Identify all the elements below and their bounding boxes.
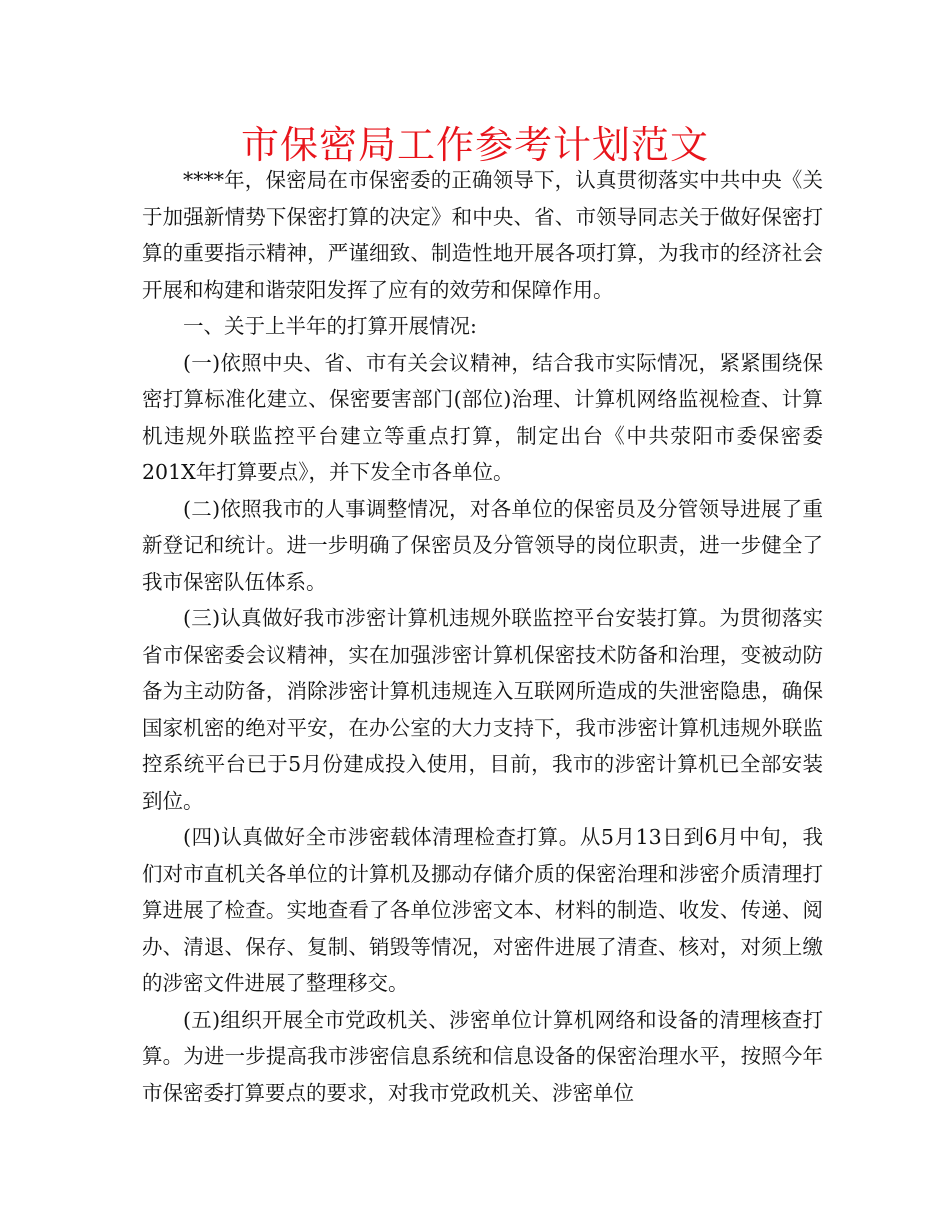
paragraph-intro: ****年，保密局在市保密委的正确领导下，认真贯彻落实中共中央《关于加强新情势下保密打算的决定》和中央、省、市领导同志关于做好保密打算的重要指示精神，严谨细致、制造性地开展各项打算，为我市的经济社会开展和构建和谐荥阳发挥了应有的效劳和保障作用。 — [142, 168, 823, 302]
paragraph-section-heading: 一、关于上半年的打算开展情况: — [183, 314, 477, 338]
paragraph-item-3: (三)认真做好我市涉密计算机违规外联监控平台安装打算。为贯彻落实省市保密委会议精神，实在加强涉密计算机保密技术防备和治理，变被动防备为主动防备，消除涉密计算机违规连入互联网所造成的失泄密隐患，确保国家机密的绝对平安，在办公室的大力支持下，我市涉密计算机违规外联监控系统平台已于5月份建成投入使用，目前，我市的涉密计算机已全部安装到位。 — [142, 606, 823, 813]
paragraph-item-2: (二)依照我市的人事调整情况，对各单位的保密员及分管领导进展了重新登记和统计。进一步明确了保密员及分管领导的岗位职责，进一步健全了我市保密队伍体系。 — [142, 496, 823, 594]
paragraph-item-5: (五)组织开展全市党政机关、涉密单位计算机网络和设备的清理核查打算。为进一步提高我市涉密信息系统和信息设备的保密治理水平，按照今年市保密委打算要点的要求，对我市党政机关、涉密单位 — [142, 1007, 823, 1105]
paragraph-item-4: (四)认真做好全市涉密载体清理检查打算。从5月13日到6月中旬，我们对市直机关各单位的计算机及挪动存储介质的保密治理和涉密介质清理打算进展了检查。实地查看了各单位涉密文本、材料的制造、收发、传递、阅办、清退、保存、复制、销毁等情况，对密件进展了清查、核对，对须上缴的涉密文件进展了整理移交。 — [142, 825, 823, 995]
document-body — [142, 162, 823, 1111]
paragraph-item-1: (一)依照中央、省、市有关会议精神，结合我市实际情况，紧紧围绕保密打算标准化建立、保密要害部门(部位)治理、计算机网络监视检查、计算机违规外联监控平台建立等重点打算，制定出台《中共荥阳市委保密委201X年打算要点》，并下发全市各单位。 — [142, 350, 823, 484]
document-title: 市保密局工作参考计划范文 — [240, 123, 709, 167]
